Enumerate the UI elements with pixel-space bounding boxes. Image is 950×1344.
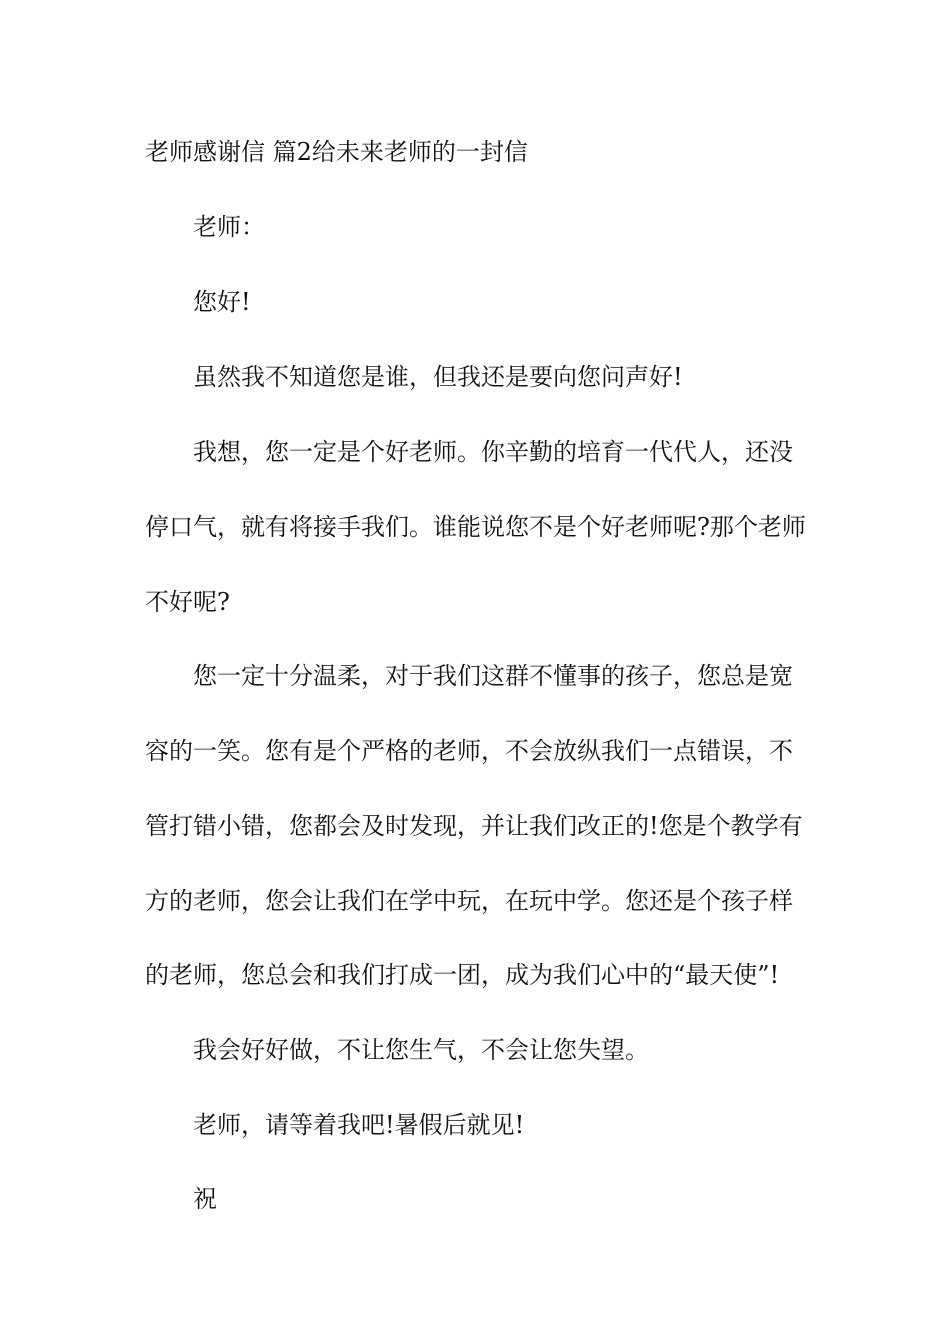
paragraph-line: 停口气，就有将接手我们。谁能说您不是个好老师呢?那个老师 bbox=[145, 513, 806, 541]
paragraph-line: 我想，您一定是个好老师。你辛勤的培育一代代人，还没 bbox=[193, 438, 793, 466]
greeting: 您好! bbox=[193, 288, 251, 316]
paragraph-line: 我会好好做，不让您生气，不会让您失望。 bbox=[193, 1036, 649, 1064]
paragraph-line: 虽然我不知道您是谁，但我还是要向您问声好! bbox=[193, 363, 683, 391]
paragraph-line: 您一定十分温柔，对于我们这群不懂事的孩子，您总是宽 bbox=[193, 662, 793, 690]
paragraph-line: 的老师，您总会和我们打成一团，成为我们心中的“最天使”! bbox=[145, 961, 780, 989]
paragraph-line: 管打错小错，您都会及时发现，并让我们改正的!您是个教学有 bbox=[145, 812, 803, 840]
paragraph-line: 老师，请等着我吧!暑假后就见! bbox=[193, 1111, 525, 1139]
document-title: 老师感谢信 篇2给未来老师的一封信 bbox=[145, 138, 528, 166]
salutation: 老师： bbox=[193, 213, 265, 241]
paragraph-line: 方的老师，您会让我们在学中玩，在玩中学。您还是个孩子样 bbox=[145, 887, 793, 915]
paragraph-line: 不好呢? bbox=[145, 588, 230, 616]
paragraph-line: 容的一笑。您有是个严格的老师，不会放纵我们一点错误，不 bbox=[145, 737, 793, 765]
closing-line: 祝 bbox=[193, 1185, 217, 1213]
